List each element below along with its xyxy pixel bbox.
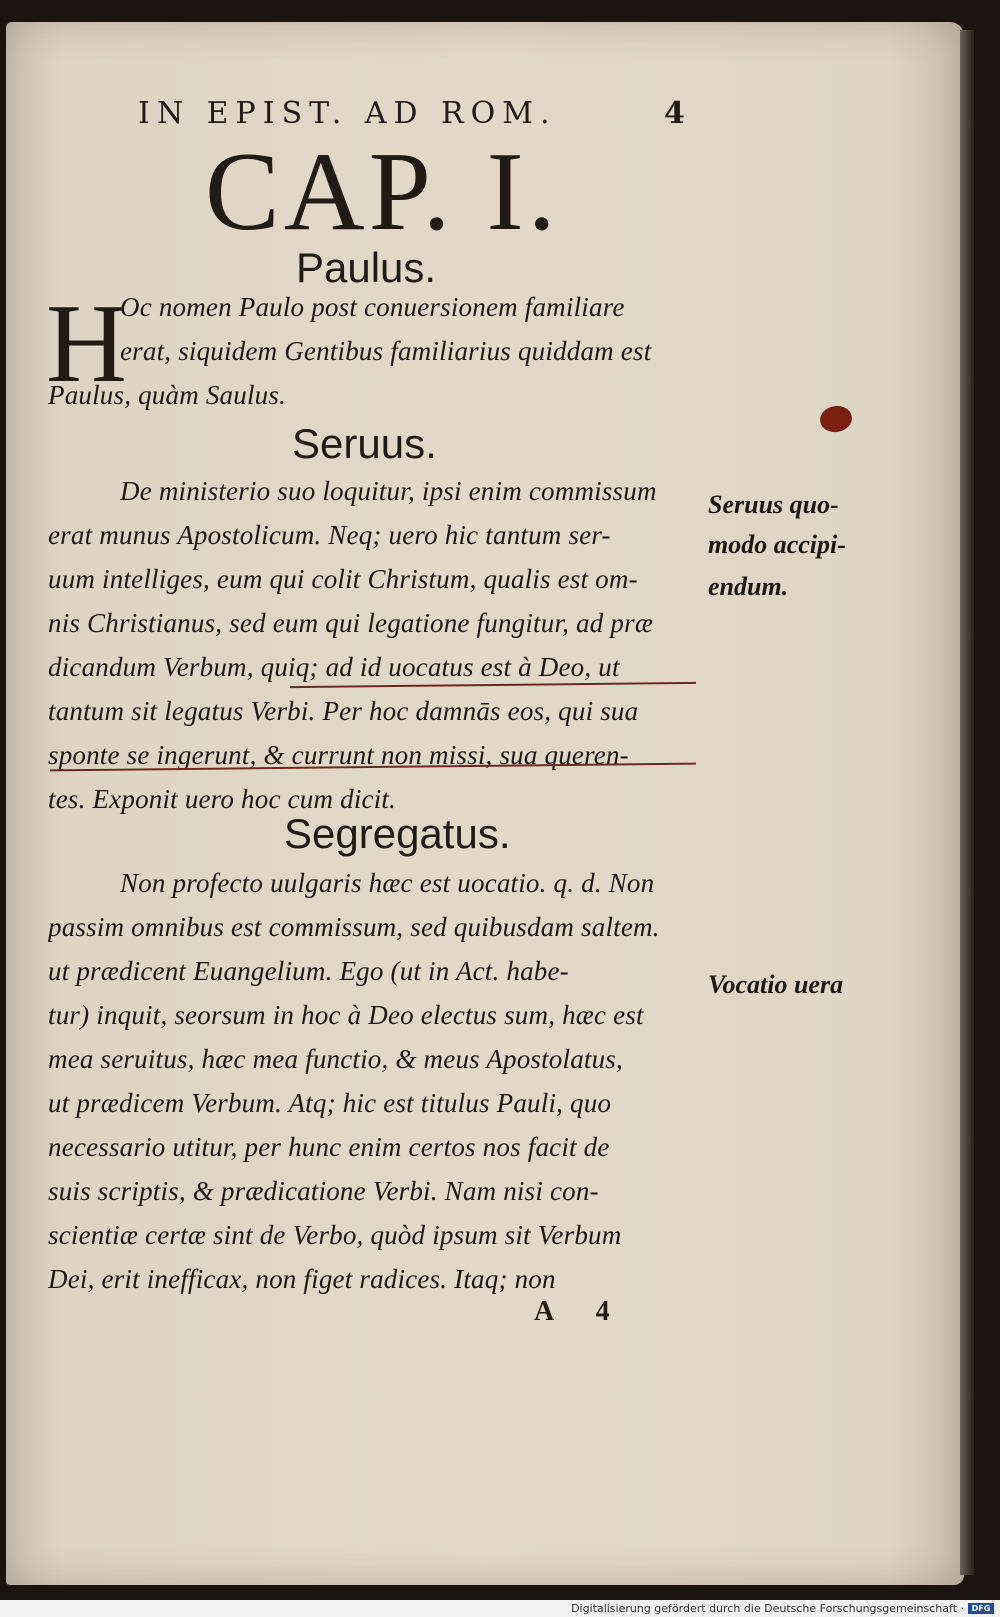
paulus-line: erat, siquidem Gentibus familiarius quiddam est: [120, 336, 652, 366]
segregatus-line: Non profecto uulgaris hæc est uocatio. q. d. Non: [120, 868, 655, 898]
segregatus-line: mea seruitus, hæc mea functio, & meus Apostolatus,: [48, 1044, 623, 1074]
seruus-line: nis Christianus, sed eum qui legatione fungitur, ad præ: [48, 608, 654, 638]
paulus-line: Oc nomen Paulo post conuersionem familiare: [120, 292, 625, 322]
signature-mark: A 4: [534, 1296, 628, 1327]
footer-credit: Digitalisierung gefördert durch die Deutsche Forschungsgemeinschaft ·: [571, 1602, 964, 1615]
segregatus-line: scientiæ certæ sint de Verbo, quòd ipsum sit Verbum: [48, 1220, 622, 1250]
folio-number: 4: [664, 96, 685, 131]
seruus-line: sponte se ingerunt, & currunt non missi, sua queren-: [48, 740, 629, 770]
margin-note-vocatio: Vocatio uera: [708, 970, 844, 999]
dfg-logo: DFG: [968, 1603, 994, 1614]
segregatus-line: passim omnibus est commissum, sed quibusdam saltem.: [48, 912, 660, 942]
segregatus-line: suis scriptis, & prædicatione Verbi. Nam nisi con-: [48, 1176, 599, 1206]
seruus-line: erat munus Apostolicum. Neq; uero hic tantum ser-: [48, 520, 611, 550]
segregatus-line: necessario utitur, per hunc enim certos nos facit de: [48, 1132, 610, 1162]
heading-paulus: Paulus.: [296, 244, 437, 291]
seruus-line: dicandum Verbum, quiq; ad id uocatus est à Deo, ut: [48, 652, 620, 682]
segregatus-line: Dei, erit inefficax, non figet radices. Itaq; non: [48, 1264, 556, 1294]
drop-initial: H: [46, 282, 127, 406]
paulus-line: Paulus, quàm Saulus.: [48, 380, 287, 410]
margin-note-seruus: Seruus quo-: [708, 490, 839, 519]
margin-note-seruus: endum.: [708, 572, 789, 601]
chapter-title: CAP. I.: [205, 130, 560, 254]
margin-note-seruus: modo accipi-: [708, 530, 846, 559]
heading-segregatus: Segregatus.: [284, 810, 511, 857]
segregatus-line: ut prædicem Verbum. Atq; hic est titulus Pauli, quo: [48, 1088, 612, 1118]
page-edge-shadow: [960, 30, 974, 1575]
heading-seruus: Seruus.: [292, 420, 437, 467]
seruus-line: tes. Exponit uero hoc cum dicit.: [48, 784, 397, 814]
segregatus-line: tur) inquit, seorsum in hoc à Deo electus sum, hæc est: [48, 1000, 644, 1030]
seruus-line: De ministerio suo loquitur, ipsi enim commissum: [120, 476, 657, 506]
seruus-line: uum intelliges, eum qui colit Christum, qualis est om-: [48, 564, 638, 594]
segregatus-line: ut prædicent Euangelium. Ego (ut in Act. habe-: [48, 956, 569, 986]
running-head: IN EPIST. AD ROM.: [138, 96, 557, 131]
seruus-line: tantum sit legatus Verbi. Per hoc damnās eos, qui sua: [48, 696, 639, 726]
